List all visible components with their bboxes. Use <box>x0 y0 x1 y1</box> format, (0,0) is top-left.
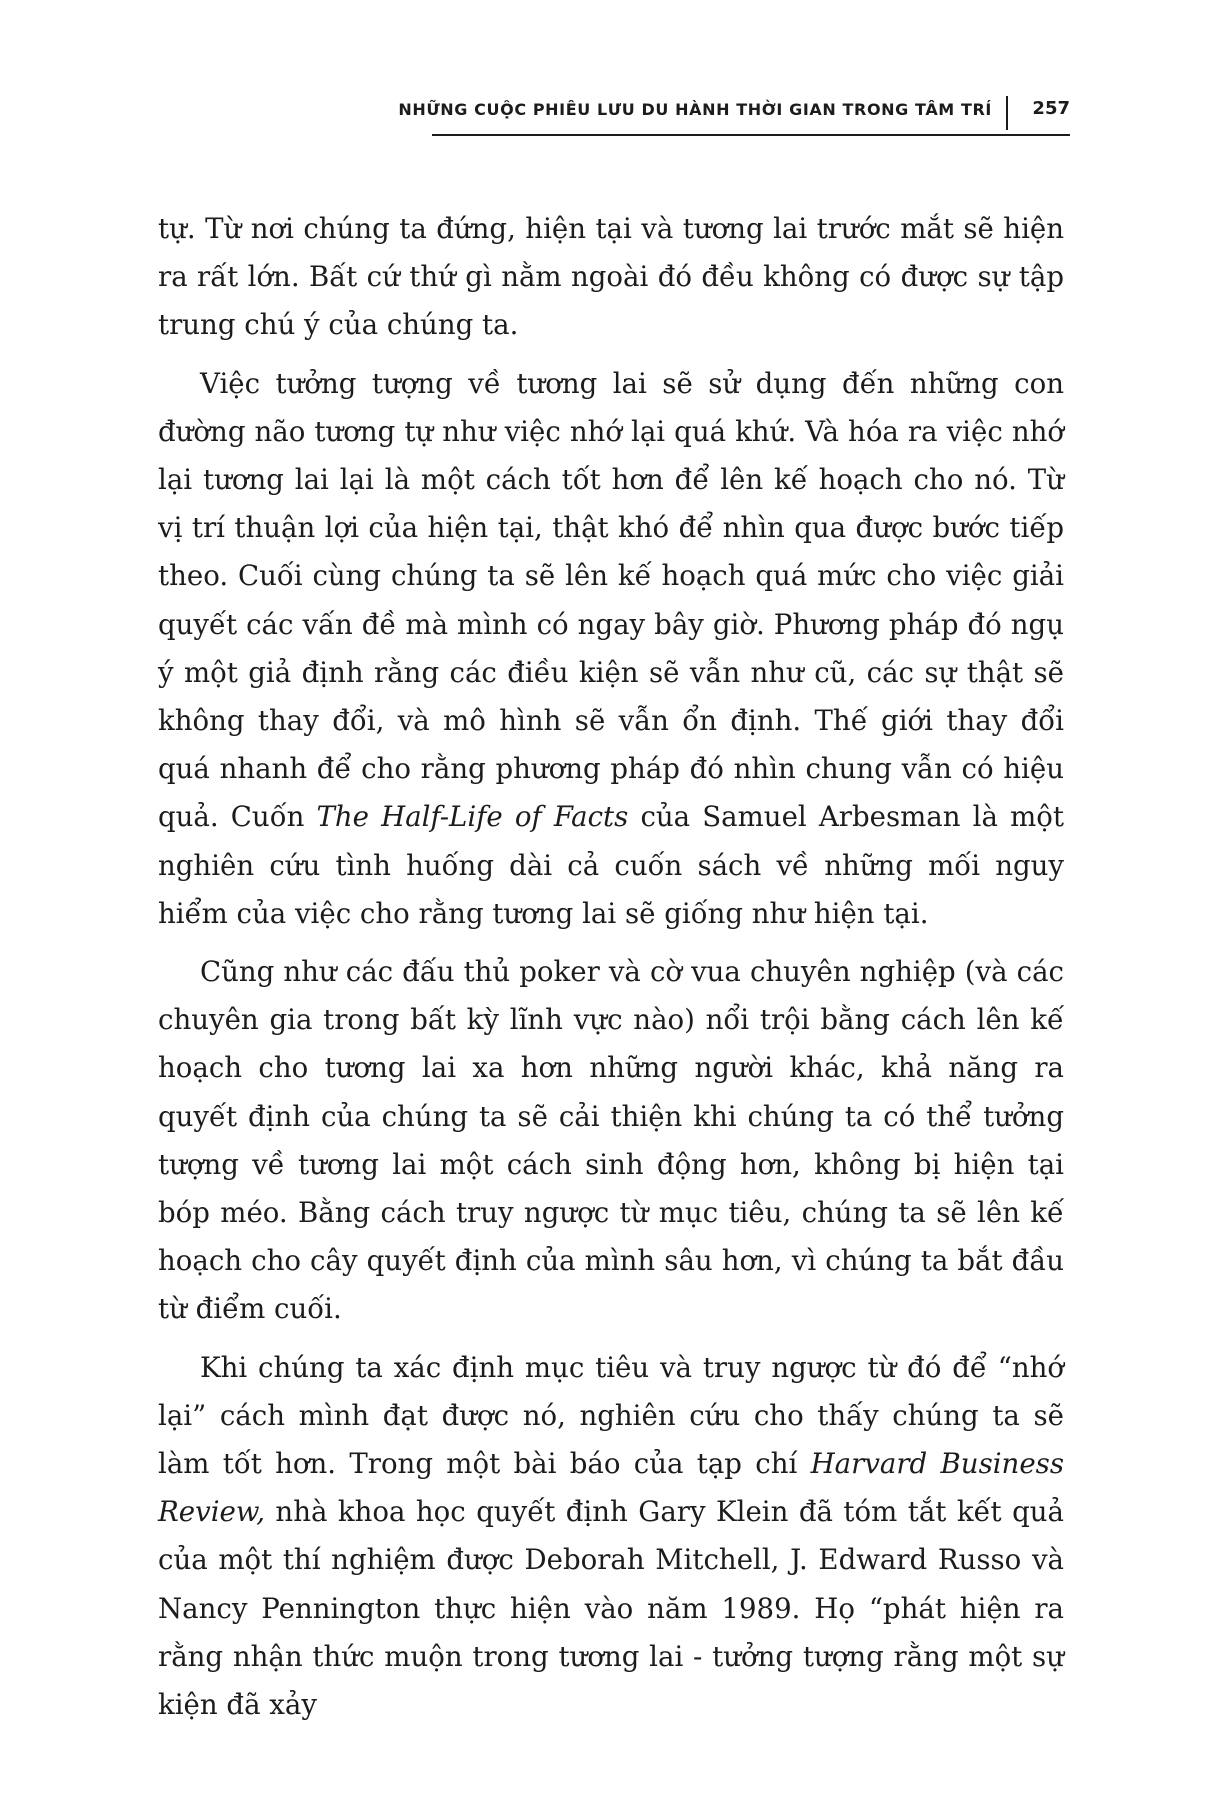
paragraph-4 <box>158 1344 1064 1730</box>
body-text <box>158 205 1064 1739</box>
paragraph-4-text-before: Khi chúng ta xác định mục tiêu và truy ngược từ đó để “nhớ lại” cách mình đạt được nó, nghiên cứu cho thấy chúng ta sẽ làm tốt hơn. Trong một bài báo của tạp chí <box>158 1350 1064 1481</box>
paragraph-4-text-after: nhà khoa học quyết định Gary Klein đã tóm tắt kết quả của một thí nghiệm được Deborah Mitchell, J. Edward Russo và Nancy Pennington thực hiện vào năm 1989. Họ “phát hiện ra rằng nhận thức muộn trong tương lai - tưởng tượng rằng một sự kiện đã xảy <box>158 1495 1064 1722</box>
running-title: NHỮNG CUỘC PHIÊU LƯU DU HÀNH THỜI GIAN TRONG TÂM TRÍ <box>398 100 992 119</box>
paragraph-2 <box>158 360 1064 938</box>
paragraph-1 <box>158 205 1064 350</box>
journal-title-harvard-business-review: Harvard Business Review, <box>158 1447 1064 1529</box>
book-title-half-life-of-facts: The Half-Life of Facts <box>316 800 629 834</box>
paragraph-1-text: tự. Từ nơi chúng ta đứng, hiện tại và tương lai trước mắt sẽ hiện ra rất lớn. Bất cứ thứ gì nằm ngoài đó đều không có được sự tập trung chú ý của chúng ta. <box>158 212 1064 342</box>
page-number: 257 <box>1032 98 1070 119</box>
running-header <box>398 92 1070 136</box>
header-separator <box>1006 96 1008 130</box>
paragraph-3-text: Cũng như các đấu thủ poker và cờ vua chuyên nghiệp (và các chuyên gia trong bất kỳ lĩnh vực nào) nổi trội bằng cách lên kế hoạch cho tương lai xa hơn những người khác, khả năng ra quyết định của chúng ta sẽ cải thiện khi chúng ta có thể tưởng tượng về tương lai một cách sinh động hơn, không bị hiện tại bóp méo. Bằng cách truy ngược từ mục tiêu, chúng ta sẽ lên kế hoạch cho cây quyết định của mình sâu hơn, vì chúng ta bắt đầu từ điểm cuối. <box>158 955 1064 1326</box>
paragraph-3 <box>158 948 1064 1334</box>
paragraph-2-text-after: của Samuel Arbesman là một nghiên cứu tình huống dài cả cuốn sách về những mối nguy hiểm của việc cho rằng tương lai sẽ giống như hiện tại. <box>158 800 1064 930</box>
paragraph-2-text-before: Việc tưởng tượng về tương lai sẽ sử dụng đến những con đường não tương tự như việc nhớ lại quá khứ. Và hóa ra việc nhớ lại tương lai lại là một cách tốt hơn để lên kế hoạch cho nó. Từ vị trí thuận lợi của hiện tại, thật khó để nhìn qua được bước tiếp theo. Cuối cùng chúng ta sẽ lên kế hoạch quá mức cho việc giải quyết các vấn đề mà mình có ngay bây giờ. Phương pháp đó ngụ ý một giả định rằng các điều kiện sẽ vẫn như cũ, các sự thật sẽ không thay đổi, và mô hình sẽ vẫn ổn định. Thế giới thay đổi quá nhanh để cho rằng phương pháp đó nhìn chung vẫn có hiệu quả. Cuốn <box>158 366 1064 834</box>
